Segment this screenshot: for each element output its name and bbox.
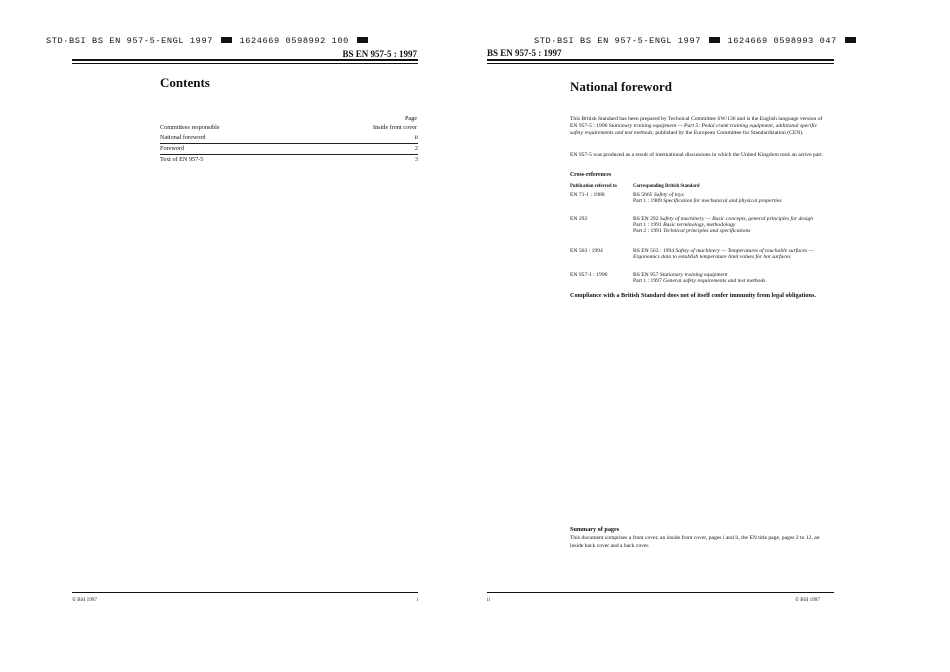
- standard-reference: BS EN 957-5 : 1997: [342, 49, 417, 59]
- xref-standard-title: Stationary training equipment: [659, 272, 728, 278]
- xref-standard-number: BS 5665: [633, 192, 653, 198]
- toc-entry-page: ii: [414, 134, 418, 141]
- toc-entry-page: 3: [414, 156, 418, 163]
- header-rule-thin: [72, 63, 418, 64]
- toc-entry-title: Foreword: [160, 145, 185, 152]
- scan-block-mark: [221, 37, 232, 43]
- xref-publication: EN 563 : 1994: [570, 248, 603, 254]
- toc-entry-title: Text of EN 957-5: [160, 156, 204, 163]
- footer-copyright: © BSI 1997: [72, 597, 97, 603]
- footer-rule: [72, 592, 418, 593]
- scan-header-number: 1624669 0598992 100: [239, 36, 349, 46]
- xref-standard-title: Safety of machinery — Basic concepts, general principles for design: [659, 216, 814, 222]
- toc-cover-note: Inside front cover: [373, 124, 417, 131]
- scan-block-mark: [845, 37, 856, 43]
- foreword-paragraph-2: EN 957-5 was produced as a result of international discussions in which the United Kingdom took an active part.: [570, 152, 824, 158]
- toc-entry-title: Committees responsible: [160, 124, 220, 131]
- foreword-text: This British Standard has been prepared by Technical Committee SW/136 and is the English language version of EN 957-5 : 1996: [570, 116, 823, 130]
- toc-divider: [160, 154, 418, 155]
- scan-header-code: STD·BSI BS EN 957-5-ENGL 1997: [46, 36, 213, 46]
- xref-part-number: Part 1 : 1997: [633, 278, 662, 285]
- foreword-text: published by the European Committee for Standardization (CEN).: [655, 130, 804, 137]
- toc-entry-page: 2: [414, 145, 418, 152]
- page-title: National foreword: [570, 79, 672, 94]
- toc-entry-title: National foreword: [160, 134, 206, 141]
- right-page: [475, 0, 950, 672]
- toc-entry[interactable]: [160, 124, 418, 132]
- foreword-paragraph: [570, 116, 826, 138]
- footer-page-number: i: [417, 597, 419, 603]
- xref-standard-title: Safety of toys: [653, 192, 684, 198]
- scan-header-code: STD·BSI BS EN 957-5-ENGL 1997: [534, 36, 701, 46]
- xref-standard-number: BS EN 292: [633, 216, 659, 222]
- scan-header: [46, 36, 370, 46]
- toc-entry[interactable]: [160, 156, 418, 164]
- header-rule: [72, 59, 418, 61]
- foreword-title-italic: Stationary training equipment — Part 5: Pedal crank training equipment, additional specific safety requirements and test methods,: [570, 123, 818, 137]
- xref-publication: EN 292: [570, 216, 588, 222]
- scan-block-mark: [709, 37, 720, 43]
- header-rule: [487, 59, 834, 61]
- xref-standard: [633, 216, 828, 234]
- header-rule-thin: [487, 63, 834, 64]
- summary-of-pages-heading: Summary of pages: [570, 526, 620, 533]
- footer-page-number: ii: [487, 597, 490, 603]
- xref-column-publication: Publication referred to: [570, 184, 617, 189]
- footer-rule: [487, 592, 834, 593]
- xref-standard: [633, 272, 828, 284]
- xref-standard: [633, 248, 828, 260]
- scan-header: [534, 36, 858, 46]
- toc-divider: [160, 143, 418, 144]
- summary-of-pages-text: This document comprises a front cover, an inside front cover, pages i and ii, the EN title page, pages 2 to 12, an inside back cover and a back cover.: [570, 535, 820, 549]
- xref-column-british-standard: Corresponding British Standard: [633, 184, 700, 189]
- xref-part-title: Technical principles and specifications: [663, 228, 751, 235]
- xref-standard-title: Safety of machinery — Temperatures of touchable surfaces — Ergonomics data to establish temperature limit values for hot surfaces: [633, 248, 814, 261]
- toc-entry[interactable]: [160, 134, 418, 142]
- xref-part-title: Specification for mechanical and physical properties: [663, 198, 782, 205]
- xref-standard-number: BS EN 563 : 1994: [633, 248, 675, 254]
- footer-copyright: © BSI 1997: [795, 597, 820, 603]
- xref-part-number: Part 2 : 1991: [633, 228, 662, 235]
- scan-block-mark: [357, 37, 368, 43]
- cross-references-heading: Cross-references: [570, 172, 612, 178]
- standard-reference: BS EN 957-5 : 1997: [487, 48, 562, 58]
- xref-standard: [633, 192, 828, 204]
- toc-entry[interactable]: [160, 145, 418, 153]
- xref-part-number: Part 1 : 1989: [633, 198, 662, 205]
- xref-standard-number: BS EN 957: [633, 272, 659, 278]
- xref-part-number: Part 1 : 1991: [633, 222, 662, 229]
- xref-part-title: General safety requirements and test methods: [663, 278, 766, 285]
- scan-header-number: 1624669 0598993 047: [727, 36, 837, 46]
- compliance-statement: Compliance with a British Standard does not of itself confer immunity from legal obligations.: [570, 292, 816, 299]
- xref-publication: EN 71-1 : 1988: [570, 192, 605, 198]
- page-title: Contents: [160, 75, 210, 90]
- xref-part-title: Basic terminology, methodology: [663, 222, 736, 229]
- xref-publication: EN 957-1 : 1996: [570, 272, 608, 278]
- toc-page-heading: Page: [404, 115, 417, 122]
